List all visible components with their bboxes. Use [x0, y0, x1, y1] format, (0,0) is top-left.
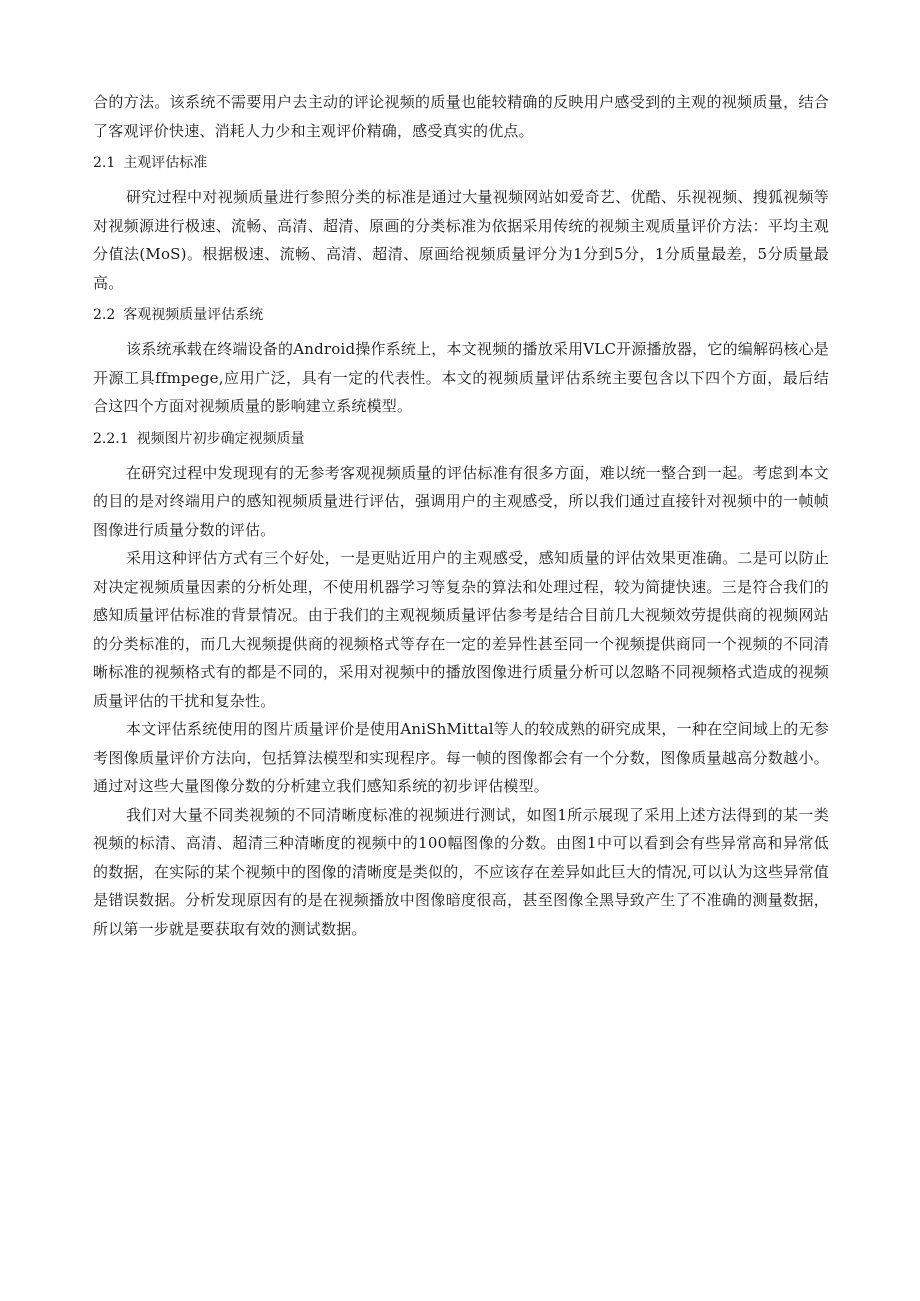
section-heading-2-2-1 — [93, 425, 829, 453]
paragraph-image-quality-method: 本文评估系统使用的图片质量评价是使用AniShMittal等人的较成熟的研究成果，一种在空间域上的无参考图像质量评价方法向，包括算法模型和实现程序。每一帧的图像都会有一个分数，图像质量越高分数越小。通过对这些大量图像分数的分析建立我们感知系统的初步评估模型。 — [93, 720, 829, 795]
section-number: 2.1 — [93, 155, 116, 171]
paragraph-intro-continuation: 合的方法。该系统不需要用户去主动的评论视频的质量也能较精确的反映用户感受到的主观的视频质量，结合了客观评价快速、消耗人力少和主观评价精确，感受真实的优点。 — [93, 93, 829, 140]
section-title: 视频图片初步确定视频质量 — [136, 430, 305, 447]
section-title: 客观视频质量评估系统 — [123, 307, 264, 323]
section-number: 2.2 — [93, 307, 116, 323]
paragraph-research-process: 在研究过程中发现现有的无参考客观视频质量的评估标准有很多方面，难以统一整合到一起。考虑到本文的目的是对终端用户的感知视频质量进行评估，强调用户的主观感受，所以我们通过直接针对视频中的一帧帧图像进行质量分数的评估。 — [93, 463, 829, 539]
paragraph-test-results: 我们对大量不同类视频的不同清晰度标准的视频进行测试，如图1所示展现了采用上述方法得到的某一类视频的标清、高清、超清三种清晰度的视频中的100幅图像的分数。由图1中可以看到会有些异常高和异常低的数据，在实际的某个视频中的图像的清晰度是类似的，不应该存在差异如此巨大的情况,可以认为这些异常值是错误数据。分析发现原因有的是在视频播放中图像暗度很高，甚至图像全黑导致产生了不准确的测量数据，所以第一步就是要获取有效的测试数据。 — [93, 805, 829, 938]
section-heading-2-1 — [93, 149, 829, 177]
paragraph-objective-system: 该系统承载在终端设备的Android操作系统上，本文视频的播放采用VLC开源播放器，它的编解码核心是开源工具ffmpege,应用广泛，具有一定的代表性。本文的视频质量评估系统主要包含以下四个方面，最后结合这四个方面对视频质量的影响建立系统模型。 — [93, 340, 829, 415]
section-title: 主观评估标准 — [123, 155, 208, 171]
paragraph-subjective-standard: 研究过程中对视频质量进行参照分类的标准是通过大量视频网站如爱奇艺、优酷、乐视视频、搜狐视频等对视频源进行极速、流畅、高清、超清、原画的分类标准为依据采用传统的视频主观质量评价方法：平均主观分值法(MoS)。根据极速、流畅、高清、超清、原画给视频质量评分为1分到5分，1分质量最差，5分质量最高。 — [93, 188, 829, 292]
paragraph-three-benefits: 采用这种评估方式有三个好处，一是更贴近用户的主观感受，感知质量的评估效果更准确。二是可以防止对决定视频质量因素的分析处理，不使用机器学习等复杂的算法和处理过程，较为简捷快速。三是符合我们的感知质量评估标准的背景情况。由于我们的主观视频质量评估参考是结合目前几大视频效劳提供商的视频网站的分类标准的，而几大视频提供商的视频格式等存在一定的差异性甚至同一个视频提供商同一个视频的不同清晰标准的视频格式有的都是不同的，采用对视频中的播放图像进行质量分析可以忽略不同视频格式造成的视频质量评估的干扰和复杂性。 — [93, 549, 829, 710]
section-number: 2.2.1 — [93, 430, 129, 447]
document-page — [93, 88, 829, 943]
section-heading-2-2 — [93, 301, 829, 329]
